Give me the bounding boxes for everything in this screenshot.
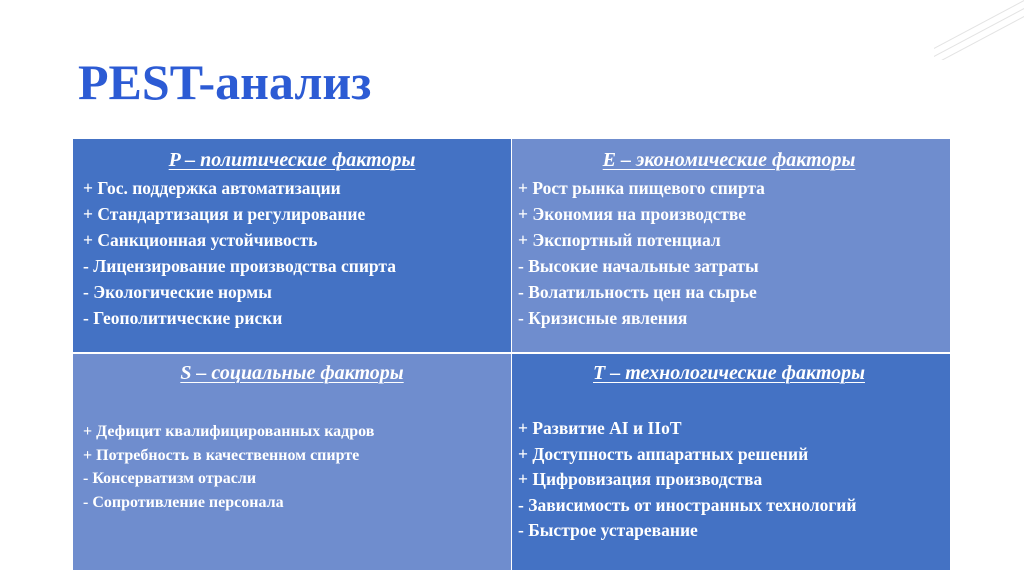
factor-item: + Развитие AI и IIoT — [518, 418, 682, 438]
factor-item: + Доступность аппаратных решений — [518, 443, 809, 464]
factor-item: - Высокие начальные затраты — [518, 256, 759, 276]
factor-item: + Цифровизация производства — [518, 469, 763, 489]
quadrant-heading: T – технологические факторы — [593, 362, 865, 384]
slide-title: PEST-анализ — [78, 54, 372, 110]
factor-item: + Потребность в качественном спирте — [83, 446, 360, 464]
factor-item: - Лицензирование производства спирта — [83, 256, 396, 276]
factor-item: - Кризисные явления — [518, 308, 688, 328]
quadrant-heading: S – социальные факторы — [180, 362, 404, 384]
factor-item: - Сопротивление персонала — [83, 493, 284, 511]
factor-list — [83, 175, 501, 331]
quadrant-political — [73, 139, 511, 352]
factor-list — [518, 175, 940, 331]
factor-item: - Быстрое устаревание — [518, 520, 698, 540]
quadrant-economic — [511, 139, 950, 352]
factor-item: - Консерватизм отрасли — [83, 470, 257, 487]
factor-item: + Гос. поддержка автоматизации — [83, 178, 341, 198]
factor-item: + Экспортный потенциал — [518, 230, 721, 250]
quadrant-technological — [511, 352, 950, 570]
factor-item: - Зависимость от иностранных технологий — [518, 494, 857, 515]
quadrant-heading: E – экономические факторы — [602, 149, 856, 171]
factor-item: + Рост рынка пищевого спирта — [518, 178, 765, 198]
factor-item: + Экономия на производстве — [518, 204, 747, 224]
pest-table — [73, 139, 950, 570]
factor-item: + Дефицит квалифицированных кадров — [83, 423, 375, 440]
corner-decoration — [934, 0, 1024, 60]
factor-item: - Волатильность цен на сырье — [518, 282, 757, 302]
factor-list — [518, 416, 940, 544]
factor-item: + Стандартизация и регулирование — [83, 204, 366, 224]
factor-item: - Геополитические риски — [83, 308, 283, 328]
quadrant-social — [73, 352, 511, 570]
factor-item: + Санкционная устойчивость — [83, 230, 318, 250]
quadrant-heading: P – политические факторы — [168, 149, 416, 171]
factor-list — [83, 420, 501, 514]
factor-item: - Экологические нормы — [83, 282, 272, 302]
